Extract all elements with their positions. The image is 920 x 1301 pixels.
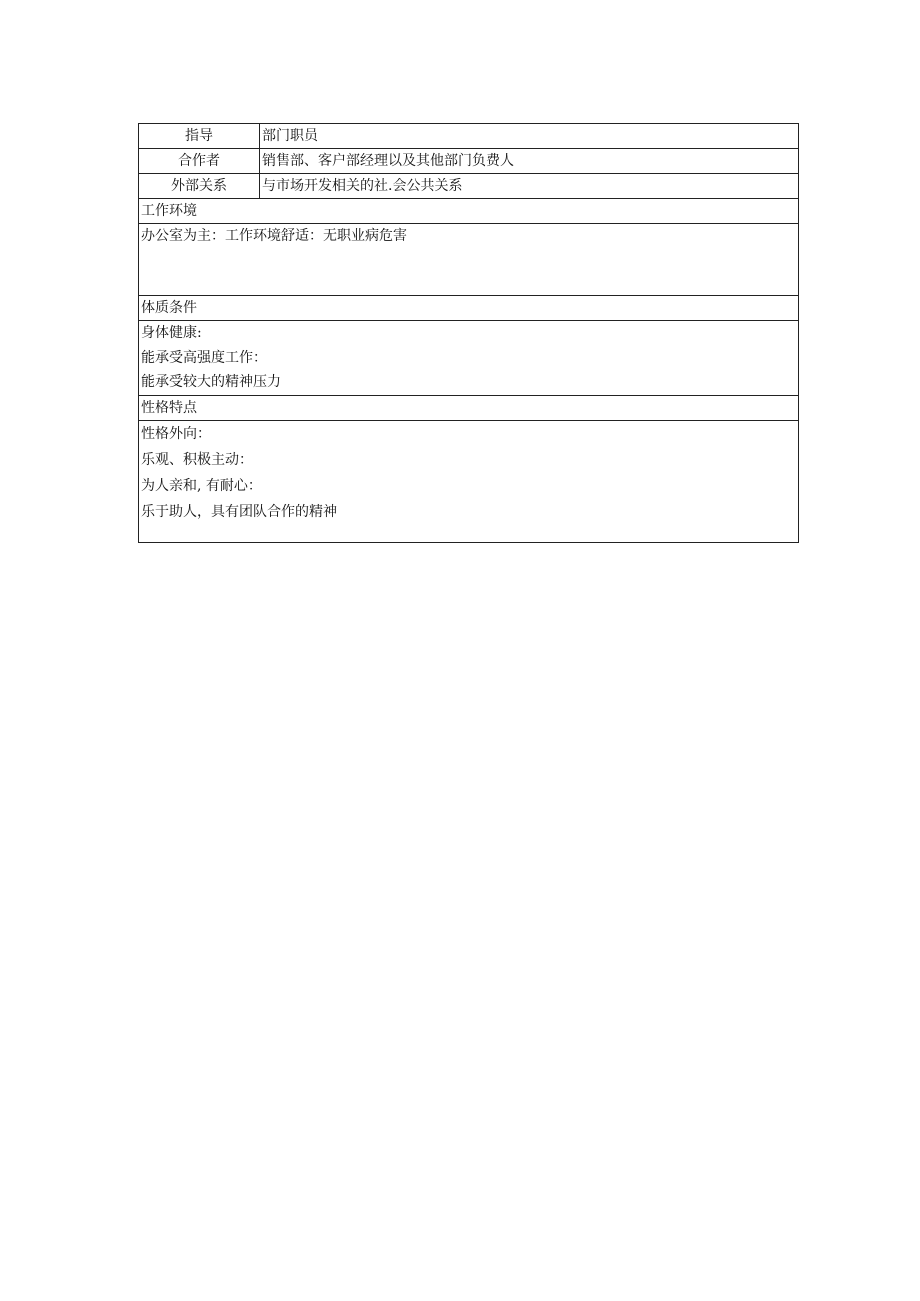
relation-row-collaborators bbox=[139, 149, 799, 174]
personality-line: 为人亲和, 有耐心： bbox=[141, 477, 262, 494]
job-description-table bbox=[138, 123, 799, 543]
physical-conditions-content-row bbox=[139, 321, 799, 396]
physical-conditions-heading-row bbox=[139, 296, 799, 321]
personality-content-row bbox=[139, 420, 799, 542]
personality-line: 乐于助人，具有团队合作的精神 bbox=[141, 503, 337, 520]
work-environment-heading-row bbox=[139, 199, 799, 224]
relation-row-external bbox=[139, 174, 799, 199]
relation-row-guidance bbox=[139, 124, 799, 149]
personality-line: 性格外向： bbox=[141, 425, 211, 442]
personality-heading: 性格特点 bbox=[139, 395, 799, 420]
relation-label: 外部关系 bbox=[139, 174, 260, 199]
work-environment-content-row bbox=[139, 224, 799, 296]
physical-conditions-heading: 体质条件 bbox=[139, 296, 799, 321]
physical-condition-line: 能承受高强度工作： bbox=[141, 349, 267, 366]
physical-condition-line: 身体健康: bbox=[141, 325, 202, 341]
work-environment-content bbox=[139, 224, 799, 296]
relation-value: 销售部、客户部经理以及其他部门负费人 bbox=[260, 149, 799, 174]
physical-conditions-content bbox=[139, 321, 799, 396]
personality-line: 乐观、积极主动： bbox=[141, 451, 253, 468]
personality-content bbox=[139, 420, 799, 542]
relation-label: 合作者 bbox=[139, 149, 260, 174]
relation-value: 与市场开发相关的社.会公共关系 bbox=[260, 174, 799, 199]
relation-label: 指导 bbox=[139, 124, 260, 149]
physical-condition-line: 能承受较大的精神压力 bbox=[141, 374, 281, 390]
work-environment-text: 办公室为主：工作环境舒适：无职业病危害 bbox=[141, 228, 407, 244]
work-environment-heading: 工作环境 bbox=[139, 199, 799, 224]
relation-value: 部门职员 bbox=[260, 124, 799, 149]
personality-heading-row bbox=[139, 395, 799, 420]
